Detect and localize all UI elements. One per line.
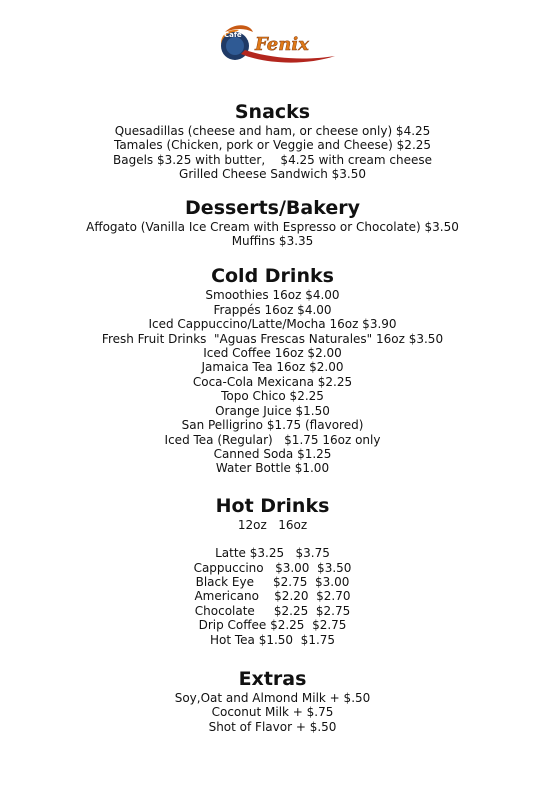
- section-cold-drinks: [0, 264, 545, 475]
- menu-item: Smoothies 16oz $4.00: [205, 288, 340, 303]
- menu-content: [0, 100, 545, 734]
- menu-item: Water Bottle $1.00: [215, 461, 330, 476]
- menu-item: Canned Soda $1.25: [213, 446, 332, 461]
- menu-item: Orange Juice $1.50: [215, 403, 330, 418]
- menu-item: Cappuccino $3.00 $3.50: [193, 560, 352, 575]
- menu-item: Fresh Fruit Drinks "Aguas Frescas Naturales" 16oz $3.50: [101, 331, 444, 346]
- menu-item: Black Eye $2.75 $3.00: [195, 574, 350, 589]
- menu-item: Soy,Oat and Almond Milk + $.50: [174, 690, 371, 705]
- menu-item: Frappés 16oz $4.00: [213, 302, 332, 317]
- menu-item: Hot Tea $1.50 $1.75: [209, 632, 336, 647]
- logo-globe-inner: [226, 37, 244, 55]
- menu-item: Drip Coffee $2.25 $2.75: [198, 618, 347, 633]
- menu-item: Shot of Flavor + $.50: [208, 719, 337, 734]
- menu-item: Iced Tea (Regular) $1.75 16oz only: [164, 432, 381, 447]
- menu-item: San Pelligrino $1.75 (flavored): [181, 418, 364, 433]
- section-title-desserts: Desserts/Bakery: [185, 196, 360, 219]
- menu-item: Americano $2.20 $2.70: [194, 589, 351, 604]
- menu-item: Latte $3.25 $3.75: [215, 546, 330, 561]
- section-title-cold-drinks: Cold Drinks: [211, 265, 334, 288]
- hot-drinks-size-header: 12oz 16oz: [237, 517, 308, 532]
- logo-cafe-text: Cafe: [224, 31, 242, 39]
- section-hot-drinks: [0, 494, 545, 647]
- menu-item: Topo Chico $2.25: [221, 389, 324, 404]
- menu-item: Jamaica Tea 16oz $2.00: [201, 360, 344, 375]
- menu-item: Quesadillas (cheese and ham, or cheese only) $4.25: [114, 124, 431, 138]
- menu-item: Coconut Milk + $.75: [211, 705, 334, 720]
- section-extras: [0, 667, 545, 734]
- menu-item: Iced Coffee 16oz $2.00: [203, 346, 342, 361]
- menu-item: Coca-Cola Mexicana $2.25: [192, 374, 353, 389]
- menu-item: Chocolate $2.25 $2.75: [194, 603, 351, 618]
- section-title-snacks: Snacks: [234, 101, 311, 123]
- menu-item: Tamales (Chicken, pork or Veggie and Cheese) $2.25: [113, 138, 432, 153]
- menu-item: Affogato (Vanilla Ice Cream with Espresso or Chocolate) $3.50: [86, 219, 459, 234]
- menu-item: Grilled Cheese Sandwich $3.50: [179, 167, 366, 182]
- section-desserts: [0, 196, 545, 249]
- logo-fenix-text: Fenix: [255, 34, 309, 55]
- menu-item: Muffins $3.35: [231, 234, 314, 249]
- section-title-hot-drinks: Hot Drinks: [215, 494, 330, 517]
- menu-item: Iced Cappuccino/Latte/Mocha 16oz $3.90: [148, 317, 397, 332]
- menu-item: Bagels $3.25 with butter, $4.25 with cream cheese: [112, 152, 432, 167]
- section-snacks: [0, 100, 545, 182]
- section-title-extras: Extras: [238, 667, 307, 690]
- cafe-fenix-logo: [205, 20, 340, 70]
